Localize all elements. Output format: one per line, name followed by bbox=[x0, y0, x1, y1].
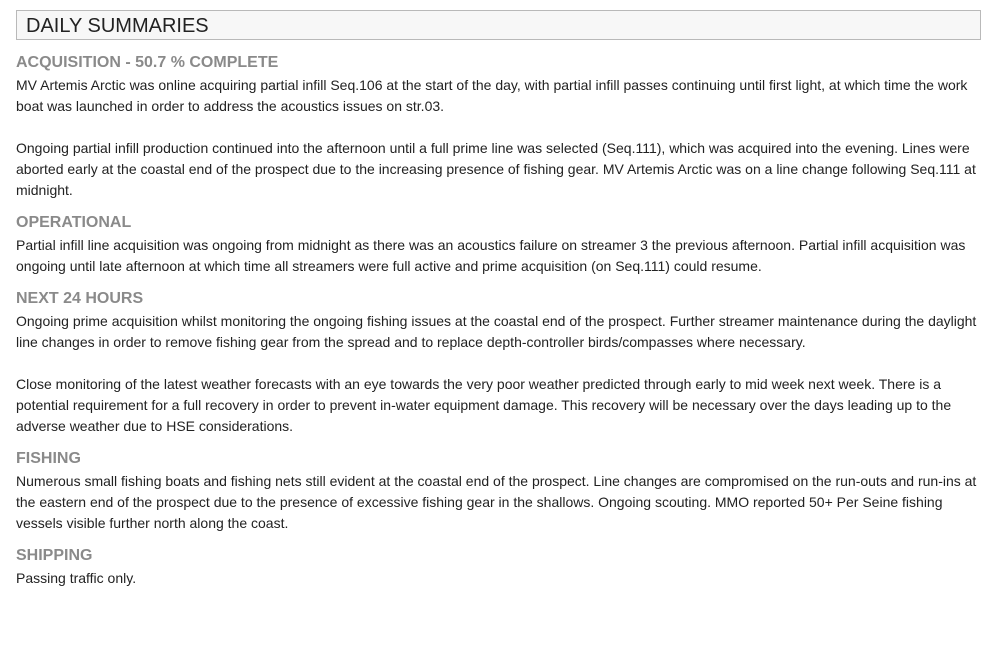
section-acquisition bbox=[16, 53, 981, 201]
operational-paragraph-1: Partial infill line acquisition was ongoing from midnight as there was an acoustics failure on streamer 3 the previous afternoon. Partial infill acquisition was ongoing until late afternoon at which time all streamers were full active and prime acquisition (on Seq.111) could resume. bbox=[16, 237, 966, 274]
section-heading-fishing: FISHING bbox=[16, 450, 81, 467]
acquisition-paragraph-2: Ongoing partial infill production continued into the afternoon until a full prime line was selected (Seq.111), which was acquired into the evening. Lines were aborted early at the coastal end of the prospect due to the increasing presence of fishing gear. MV Artemis Arctic was on a line change following Seq.111 at midnight. bbox=[16, 140, 976, 198]
shipping-paragraph-1: Passing traffic only. bbox=[16, 570, 137, 586]
page-title: DAILY SUMMARIES bbox=[16, 10, 981, 40]
section-next-24-hours bbox=[16, 289, 981, 437]
next-24-hours-paragraph-2: Close monitoring of the latest weather forecasts with an eye towards the very poor weather predicted through early to mid week next week. There is a potential requirement for a full recovery in order to prevent in-water equipment damage. This recovery will be necessary over the days leading up to the adverse weather due to HSE considerations. bbox=[16, 376, 952, 434]
fishing-paragraph-1: Numerous small fishing boats and fishing nets still evident at the coastal end of the prospect. Line changes are compromised on the run-outs and run-ins at the eastern end of the prospect due to the presence of excessive fishing gear in the shallows. Ongoing scouting. MMO reported 50+ Per Seine fishing vessels visible further north along the coast. bbox=[16, 473, 977, 531]
section-operational bbox=[16, 213, 981, 277]
section-heading-shipping: SHIPPING bbox=[16, 547, 93, 564]
acquisition-paragraph-1: MV Artemis Arctic was online acquiring partial infill Seq.106 at the start of the day, with partial infill passes continuing until first light, at which time the work boat was launched in order to address the acoustics issues on str.03. bbox=[16, 77, 968, 114]
section-heading-operational: OPERATIONAL bbox=[16, 214, 132, 231]
section-fishing bbox=[16, 449, 981, 534]
section-heading-next-24-hours: NEXT 24 HOURS bbox=[16, 290, 144, 307]
next-24-hours-paragraph-1: Ongoing prime acquisition whilst monitoring the ongoing fishing issues at the coastal end of the prospect. Further streamer maintenance during the daylight line changes in order to remove fishing gear from the spread and to replace depth-controller birds/compasses where necessary. bbox=[16, 313, 977, 350]
section-heading-acquisition: ACQUISITION - 50.7 % COMPLETE bbox=[16, 54, 279, 71]
section-shipping bbox=[16, 546, 981, 589]
